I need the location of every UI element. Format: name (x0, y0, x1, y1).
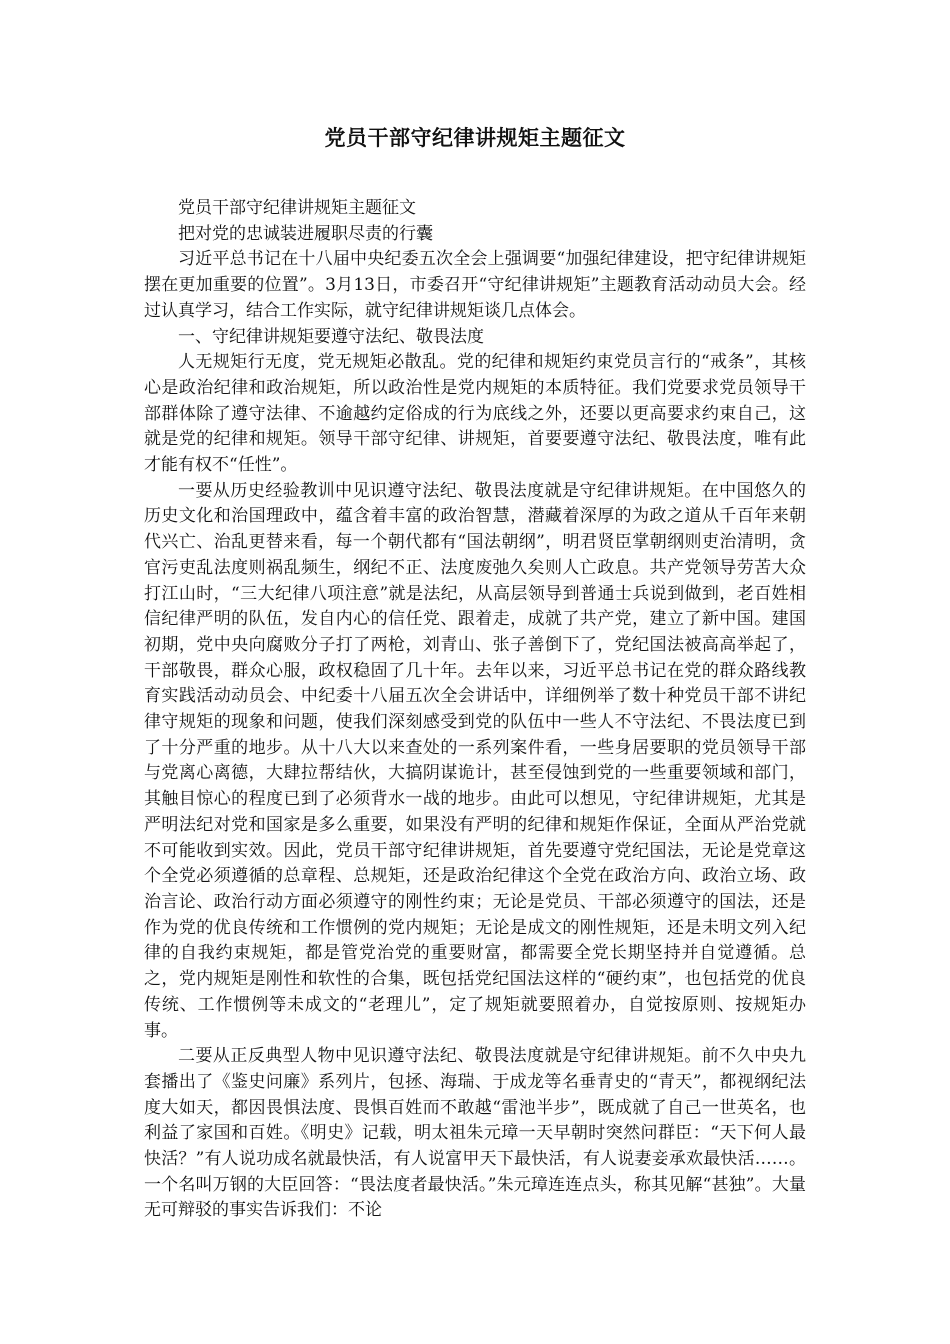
paragraph: 人无规矩行无度，党无规矩必散乱。党的纪律和规矩约束党员言行的“戒条”，其核心是政治纪律和政治规矩，所以政治性是党内规矩的本质特征。我们党要求党员领导干部群体除了遵守法律、不逾越约定俗成的行为底线之外，还要以更高要求约束自己，这就是党的纪律和规矩。领导干部守纪律、讲规矩，首要要遵守法纪、敬畏法度，唯有此才能有权不“任性”。 (144, 352, 806, 476)
paragraph: 习近平总书记在十八届中央纪委五次全会上强调要“加强纪律建设，把守纪律讲规矩摆在更加重要的位置”。3月13日，市委召开“守纪律讲规矩”主题教育活动动员大会。经过认真学习，结合工作实际，就守纪律讲规矩谈几点体会。 (144, 249, 806, 321)
paragraph: 一要从历史经验教训中见识遵守法纪、敬畏法度就是守纪律讲规矩。在中国悠久的历史文化和治国理政中，蕴含着丰富的政治智慧，潜藏着深厚的为政之道从千百年来朝代兴亡、治乱更替来看，每一个朝代都有“国法朝纲”，明君贤臣掌朝纲则吏治清明，贪官污吏乱法度则祸乱频生，纲纪不正、法度废弛久矣则人亡政息。共产党领导劳苦大众打江山时，“三大纪律八项注意”就是法纪，从高层领导到普通士兵说到做到，老百姓相信纪律严明的队伍，发自内心的信任党、跟着走，成就了共产党，建立了新中国。建国初期，党中央向腐败分子打了两枪，刘青山、张子善倒下了，党纪国法被高高举起了，干部敬畏，群众心服，政权稳固了几十年。去年以来，习近平总书记在党的群众路线教育实践活动动员会、中纪委十八届五次全会讲话中，详细例举了数十种党员干部不讲纪律守规矩的现象和问题，使我们深刻感受到党的队伍中一些人不守法纪、不畏法度已到了十分严重的地步。从十八大以来查处的一系列案件看，一些身居要职的党员领导干部与党离心离德，大肆拉帮结伙，大搞阴谋诡计，甚至侵蚀到党的一些重要领域和部门，其触目惊心的程度已到了必须背水一战的地步。由此可以想见，守纪律讲规矩，尤其是严明法纪对党和国家是多么重要，如果没有严明的纪律和规矩作保证，全面从严治党就不可能收到实效。因此，党员干部守纪律讲规矩，首先要遵守党纪国法，无论是党章这个全党必须遵循的总章程、总规矩，还是政治纪律这个全党在政治方向、政治立场、政治言论、政治行动方面必须遵守的刚性约束；无论是党员、干部必须遵守的国法，还是作为党的优良传统和工作惯例的党内规矩；无论是成文的刚性规矩，还是未明文列入纪律的自我约束规矩，都是管党治党的重要财富，都需要全党长期坚持并自觉遵循。总之，党内规矩是刚性和软性的合集，既包括党纪国法这样的“硬约束”，也包括党的优良传统、工作惯例等未成文的“老理儿”，定了规矩就要照着办，自觉按原则、按规矩办事。 (144, 480, 806, 1041)
document-body (144, 196, 806, 1224)
section-heading: 一、守纪律讲规矩要遵守法纪、敬畏法度 (178, 326, 484, 347)
paragraph-heading: 把对党的忠诚装进履职尽责的行囊 (178, 223, 433, 244)
paragraph: 二要从正反典型人物中见识遵守法纪、敬畏法度就是守纪律讲规矩。前不久中央九套播出了《鉴史问廉》系列片，包拯、海瑞、于成龙等名垂青史的“青天”，都视纲纪法度大如天，都因畏惧法度、畏惧百姓而不敢越“雷池半步”，既成就了自己一世英名，也利益了家国和百姓。《明史》记载，明太祖朱元璋一天早朝时突然问群臣：“天下何人最快活？”有人说功成名就最快活，有人说富甲天下最快活，有人说妻妾承欢最快活……。一个名叫万钢的大臣回答：“畏法度者最快活。”朱元璋连连点头，称其见解“甚独”。大量无可辩驳的事实告诉我们：不论 (144, 1046, 806, 1221)
document-title: 党员干部守纪律讲规矩主题征文 (324, 125, 626, 150)
paragraph-subtitle: 党员干部守纪律讲规矩主题征文 (178, 198, 416, 218)
